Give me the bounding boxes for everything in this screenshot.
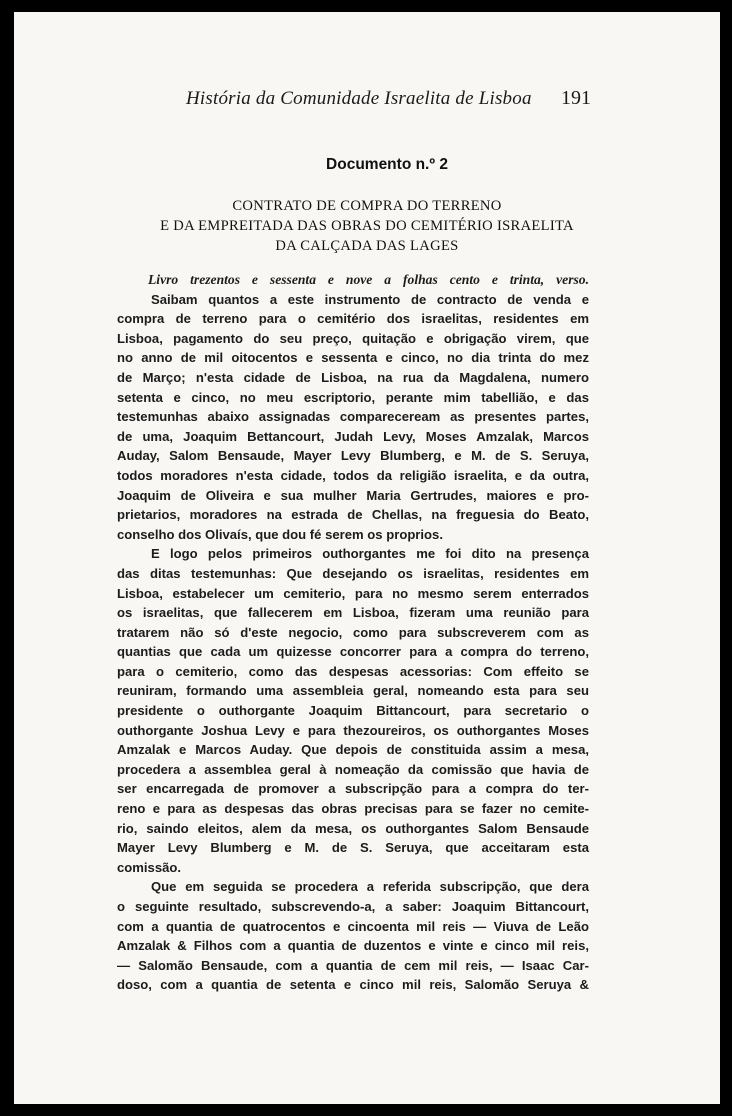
text-line: presidente o outhorgante Joaquim Bittancourt, para secretario o [117,703,589,719]
title-line: CONTRATO DE COMPRA DO TERRENO [232,198,502,214]
book-page [14,12,720,1104]
text-line: reuniram, formando uma assembleia geral, nomeando esta para seu [117,683,589,699]
text-line: no anno de mil oitocentos e sessenta e cinco, no dia trinta do mez [117,350,589,366]
running-header [14,84,720,112]
text-line: todos moradores n'esta cidade, todos da religião israelita, e da outra, [117,467,589,483]
paragraph-2 [117,544,589,877]
text-line: ser encarregada de promover a subscripção para a compra do ter- [117,781,589,797]
text-line: outhorgante Joshua Levy e para thezoureiros, os outhorgantes Moses [117,722,589,738]
text-line: Mayer Levy Blumberg e M. de S. Seruya, que acceitaram esta [117,840,589,856]
text-line: compra de terreno para o cemitério dos israelitas, residentes em [117,311,589,327]
text-line: Saibam quantos a este instrumento de contracto de venda e [151,291,589,307]
text-line: das ditas testemunhas: Que desejando os israelitas, residentes em [117,565,589,581]
source-note: Livro trezentos e sessenta e nove a folhas cento e trinta, verso. [148,272,589,287]
text-line: com a quantia de quatrocentos e cincoenta mil reis — Viuva de Leão [117,918,589,934]
text-line: de uma, Joaquim Bettancourt, Judah Levy, Moses Amzalak, Marcos [117,428,589,444]
running-title: História da Comunidade Israelita de Lisboa [186,88,532,109]
contract-title [14,196,720,256]
text-line: de Março; n'esta cidade de Lisboa, na rua da Magdalena, numero [117,369,589,385]
text-line: comissão. [117,859,182,875]
text-line: conselho dos Olivaís, que dou fé serem os proprios. [117,526,443,542]
text-line: os israelitas, que fallecerem em Lisboa, fizeram uma reunião para [117,605,589,621]
text-line: Amzalak e Marcos Auday. Que depois de constituida assim a mesa, [117,742,589,758]
body-text [117,270,589,995]
text-line: Auday, Salom Bensaude, Mayer Levy Blumberg, e M. de S. Seruya, [117,448,589,464]
text-line: quantias que cada um quizesse concorrer para a compra do terreno, [117,644,589,660]
page-number: 191 [561,87,591,109]
paragraph-1 [117,290,589,545]
title-line: E DA EMPREITADA DAS OBRAS DO CEMITÉRIO ISRAELITA [160,218,574,234]
text-line: o seguinte resultado, subscrevendo-a, a saber: Joaquim Bittancourt, [117,899,589,914]
text-line: E logo pelos primeiros outhorgantes me foi dito na presença [151,546,589,562]
text-line: tratarem não só d'este negocio, como para subscreverem com as [117,624,589,640]
text-line: Que em seguida se procedera a referida subscripção, que dera [151,879,589,895]
text-line: reno e para as despesas das obras precisas para se fazer no cemite- [117,801,589,817]
text-line: doso, com a quantia de setenta e cinco mil reis, Salomão Seruya & [117,977,589,993]
text-line: testemunhas abaixo assignadas compareceream as presentes partes, [117,409,589,425]
text-line: setenta e cinco, no meu escriptorio, perante mim tabellião, e das [117,389,589,405]
text-line: para o cemiterio, como das despesas acessorias: Com effeito se [117,663,589,679]
text-line: procedera a assemblea geral à nomeação da comissão que havia de [117,761,589,777]
title-line: DA CALÇADA DAS LAGES [275,238,459,254]
text-line: Amzalak & Filhos com a quantia de duzentos e vinte e cinco mil reis, [117,938,589,954]
text-line: prietarios, moradores na estrada de Chellas, na freguesia do Beato, [117,507,589,523]
text-line: — Salomão Bensaude, com a quantia de cem mil reis, — Isaac Car- [117,957,589,973]
text-line: Lisboa, estabelecer um cemiterio, para no mesmo serem enterrados [117,585,589,601]
text-line: Lisboa, pagamento do seu preço, quitação e obrigação virem, que [117,330,589,346]
text-line: rio, saindo eleitos, alem da mesa, os outhorgantes Salom Bensaude [117,820,589,836]
document-heading: Documento n.º 2 [326,156,448,173]
paragraph-3 [117,877,589,995]
text-line: Joaquim de Oliveira e sua mulher Maria Gertrudes, maiores e pro- [117,487,589,503]
